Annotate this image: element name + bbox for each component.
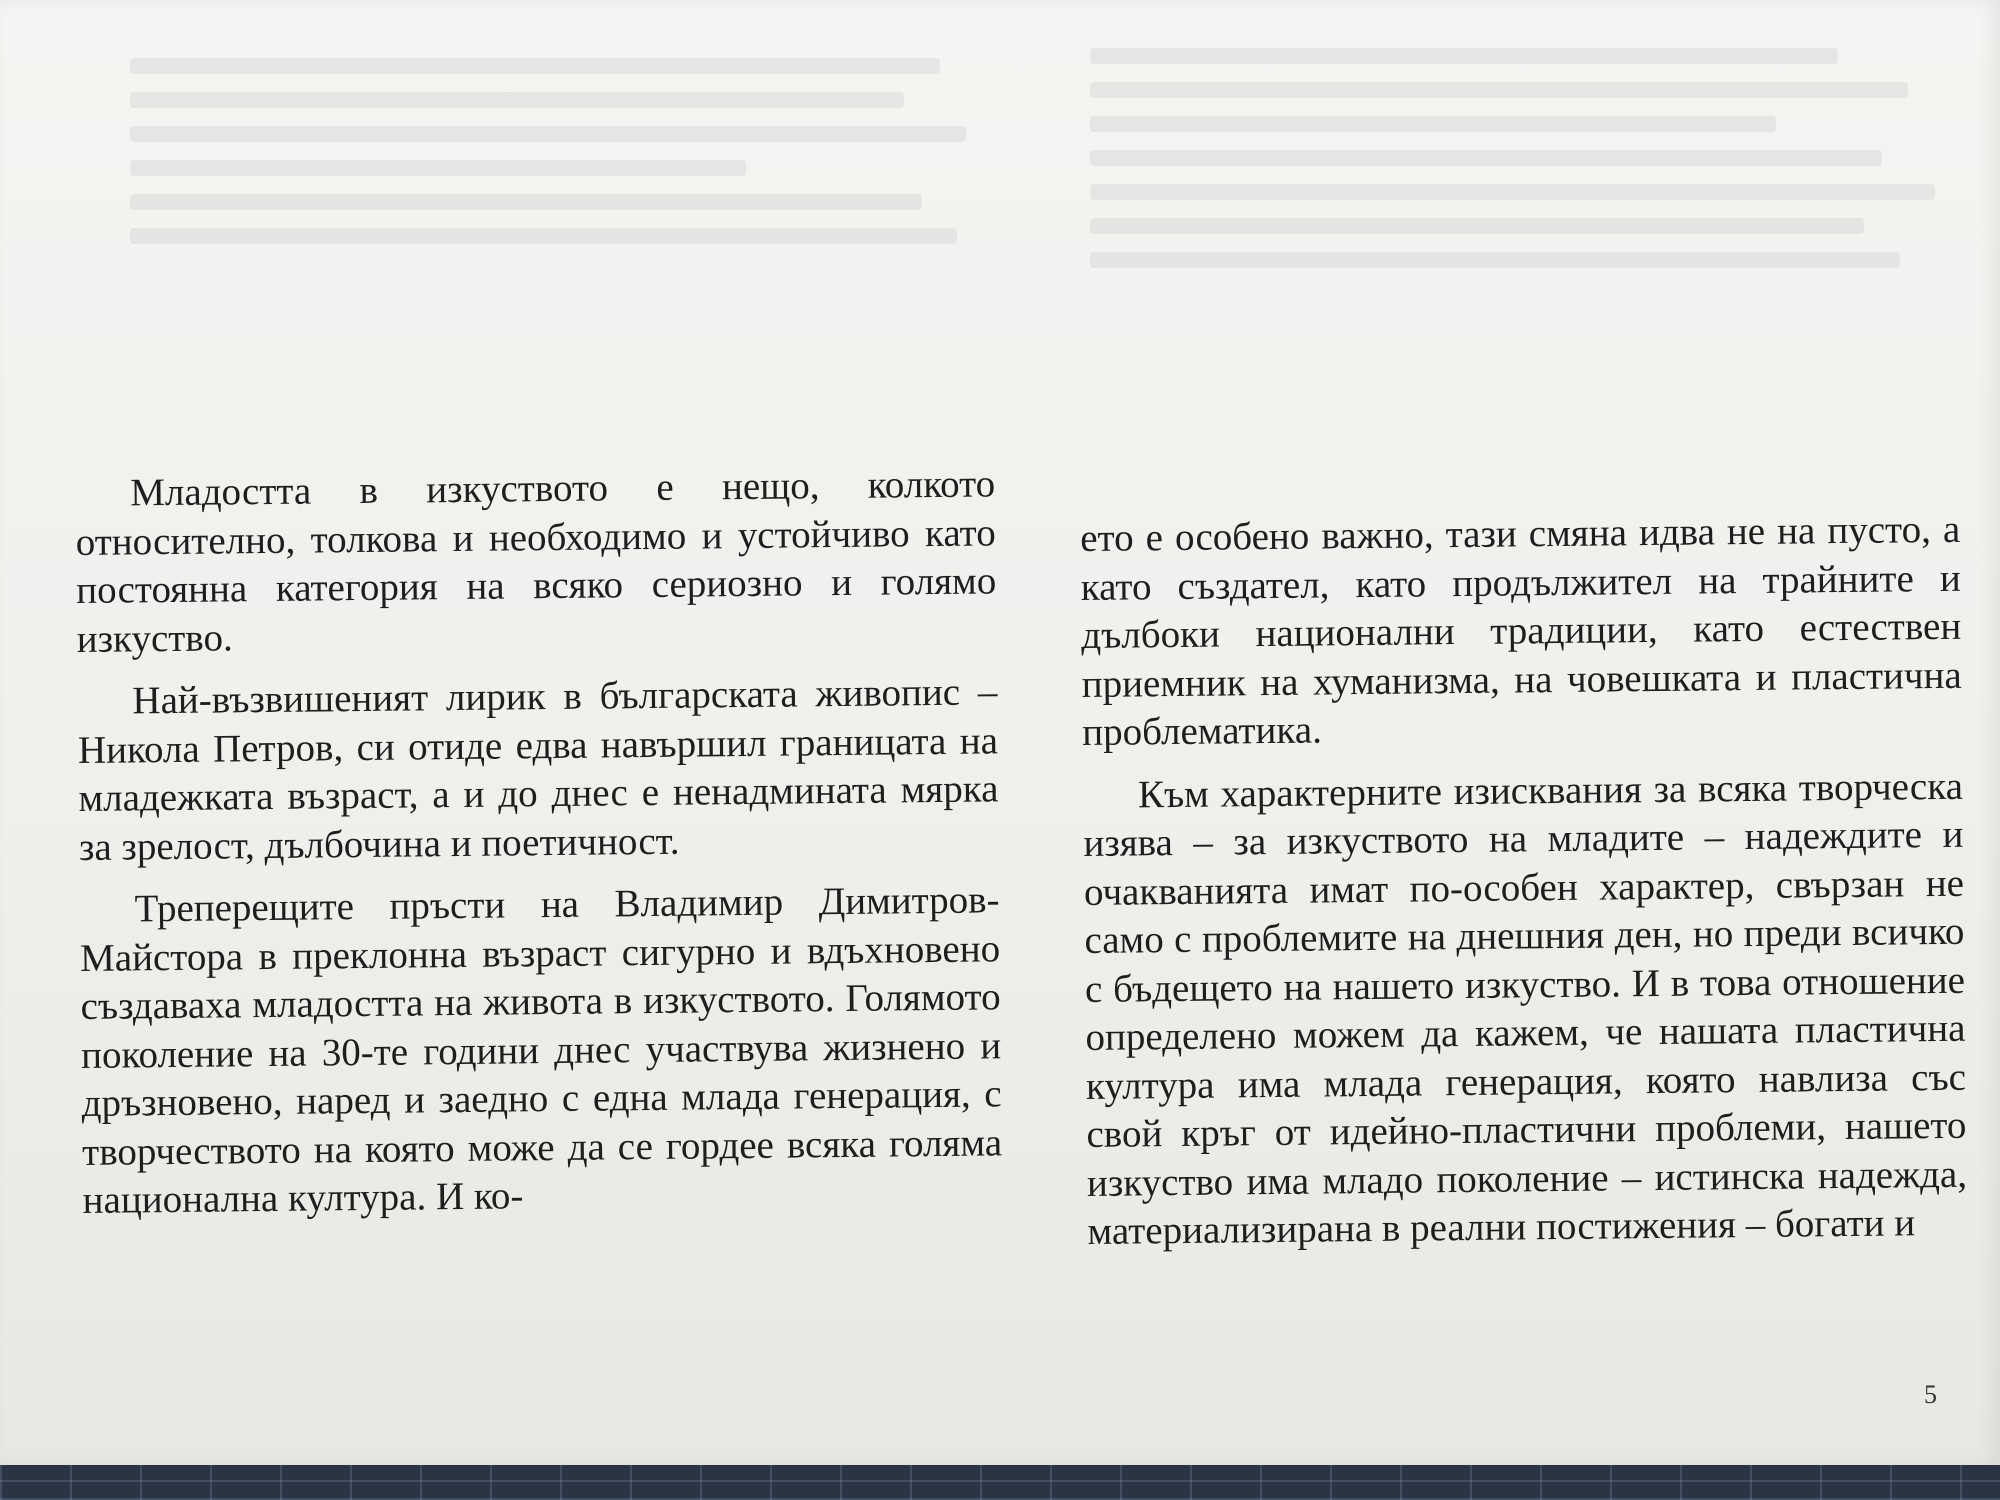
paragraph: ето е особено важно, тази смяна идва не на пусто, а като създател, като продължител на трайните и дълбоки национални традиции, като естествен приемник на хуманизма, на човешката и пластична проблематика. — [1080, 507, 1962, 754]
show-through-text-left — [130, 40, 1010, 400]
paragraph: Младостта в изкуството е нещо, колкото относително, толкова и необходимо и устойчиво като постоянна категория на всяко сериозно и голямо изкуство. — [75, 462, 997, 661]
desk-surface — [0, 1465, 2000, 1500]
left-text-column — [75, 460, 1003, 1239]
page-number: 5 — [1924, 1380, 1937, 1409]
show-through-text-right — [1090, 30, 1970, 460]
right-text-column — [1080, 506, 1968, 1271]
paragraph: Треперещите пръсти на Владимир Димитров-Майстора в преклонна възраст сигурно и вдъхновено създаваха младостта на живота в изкуството. Голямото поколение на 30-те години днес участвува жизнено и дръзновено, наред и заедно с една млада генерация, с творчеството на която може да се гордее всяка голяма национална култура. И ко- — [79, 878, 1003, 1222]
paragraph: Към характерните изисквания за всяка творческа изява – за изкуството на младите – надеждите и очакванията имат по-особен характер, свързан не само с проблемите на днешния ден, но преди всичко с бъдещето на нашето изкуство. И в това отношение определено можем да кажем, че нашата пластична култура има млада генерация, която навлиза със свой кръг от идейно-пластични проблеми, нашето изкуство има младо поколение – истинска надежда, материализирана в реални постижения – богати и — [1083, 764, 1968, 1253]
paragraph: Най-възвишеният лирик в българската живопис – Никола Петров, си отиде едва навършил границата на младежката възраст, а и до днес е ненадмината мярка за зрелост, дълбочина и поетичност. — [77, 670, 999, 869]
